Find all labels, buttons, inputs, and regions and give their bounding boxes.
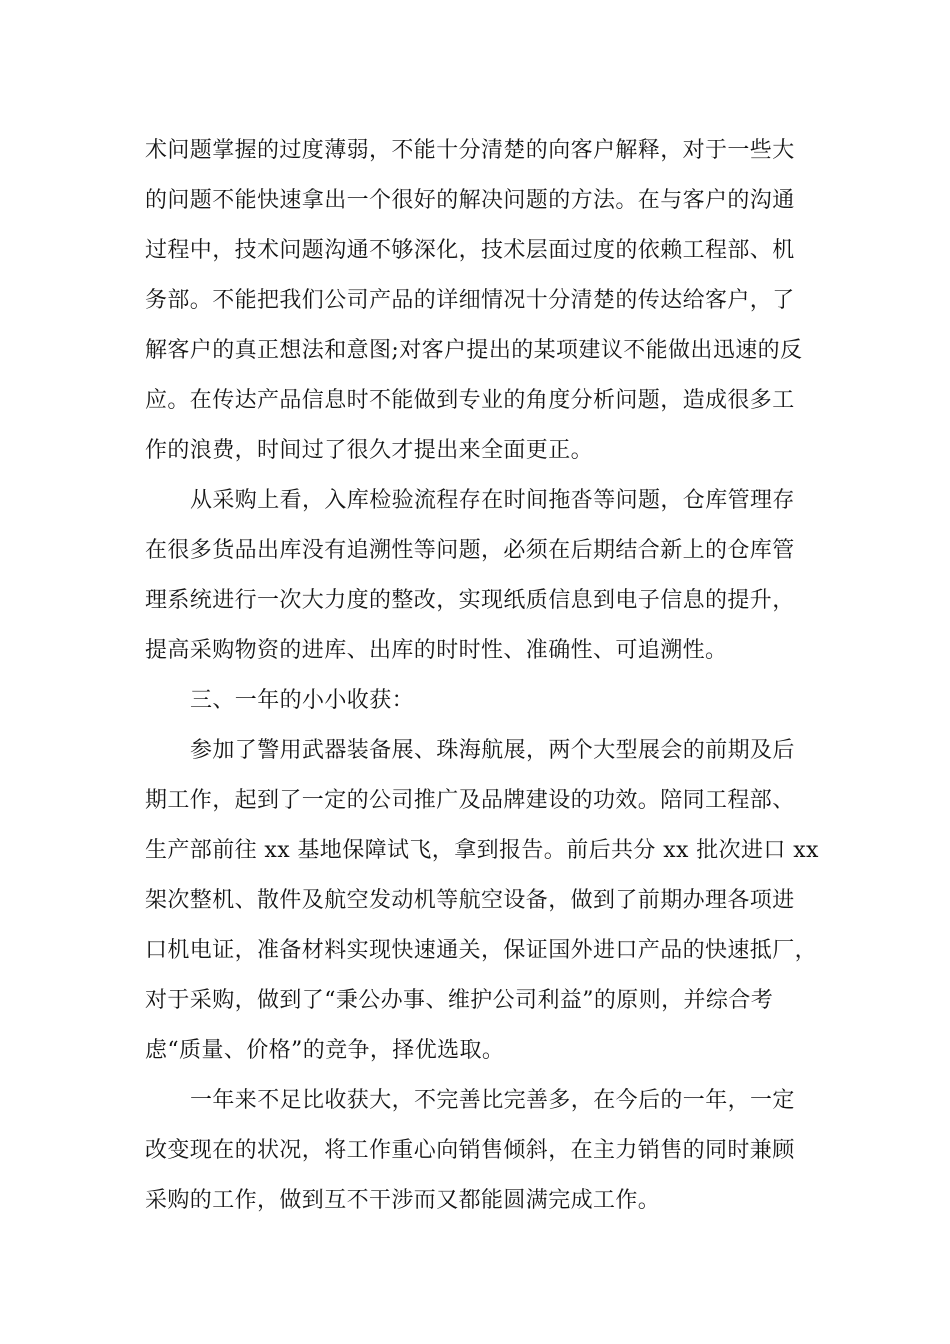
text-line: 改变现在的状况，将工作重心向销售倾斜，在主力销售的同时兼顾 [145, 1138, 795, 1163]
text-line: 务部。不能把我们公司产品的详细情况十分清楚的传达给客户，了 [145, 288, 795, 313]
text-line: 生产部前往 xx 基地保障试飞，拿到报告。前后共分 xx 批次进口 xx [145, 838, 819, 863]
text-line: 术问题掌握的过度薄弱，不能十分清楚的向客户解释，对于一些大 [145, 138, 795, 163]
text-line: 理系统进行一次大力度的整改，实现纸质信息到电子信息的提升， [145, 588, 795, 613]
text-line: 虑“质量、价格”的竞争，择优选取。 [145, 1038, 505, 1063]
text-line: 过程中，技术问题沟通不够深化，技术层面过度的依赖工程部、机 [145, 238, 795, 263]
text-line: 口机电证，准备材料实现快速通关，保证国外进口产品的快速抵厂， [145, 938, 818, 963]
text-line: 解客户的真正想法和意图;对客户提出的某项建议不能做出迅速的反 [145, 338, 803, 363]
text-line: 作的浪费，时间过了很久才提出来全面更正。 [145, 438, 594, 463]
text-line: 对于采购，做到了“秉公办事、维护公司利益”的原则，并综合考 [145, 988, 774, 1013]
text-line: 一年来不足比收获大，不完善比完善多，在今后的一年，一定 [190, 1088, 795, 1113]
text-line: 在很多货品出库没有追溯性等问题，必须在后期结合新上的仓库管 [145, 538, 795, 563]
text-line: 从采购上看，入库检验流程存在时间拖沓等问题，仓库管理存 [190, 488, 795, 513]
section-heading: 三、一年的小小收获： [190, 688, 415, 713]
text-line: 的问题不能快速拿出一个很好的解决问题的方法。在与客户的沟通 [145, 188, 795, 213]
text-line: 参加了警用武器装备展、珠海航展，两个大型展会的前期及后 [190, 738, 795, 763]
text-line: 架次整机、散件及航空发动机等航空设备，做到了前期办理各项进 [145, 888, 795, 913]
text-line: 提高采购物资的进库、出库的时时性、准确性、可追溯性。 [145, 638, 728, 663]
text-line: 采购的工作，做到互不干涉而又都能圆满完成工作。 [145, 1188, 661, 1213]
text-line: 应。在传达产品信息时不能做到专业的角度分析问题，造成很多工 [145, 388, 795, 413]
text-line: 期工作，起到了一定的公司推广及品牌建设的功效。陪同工程部、 [145, 788, 795, 813]
